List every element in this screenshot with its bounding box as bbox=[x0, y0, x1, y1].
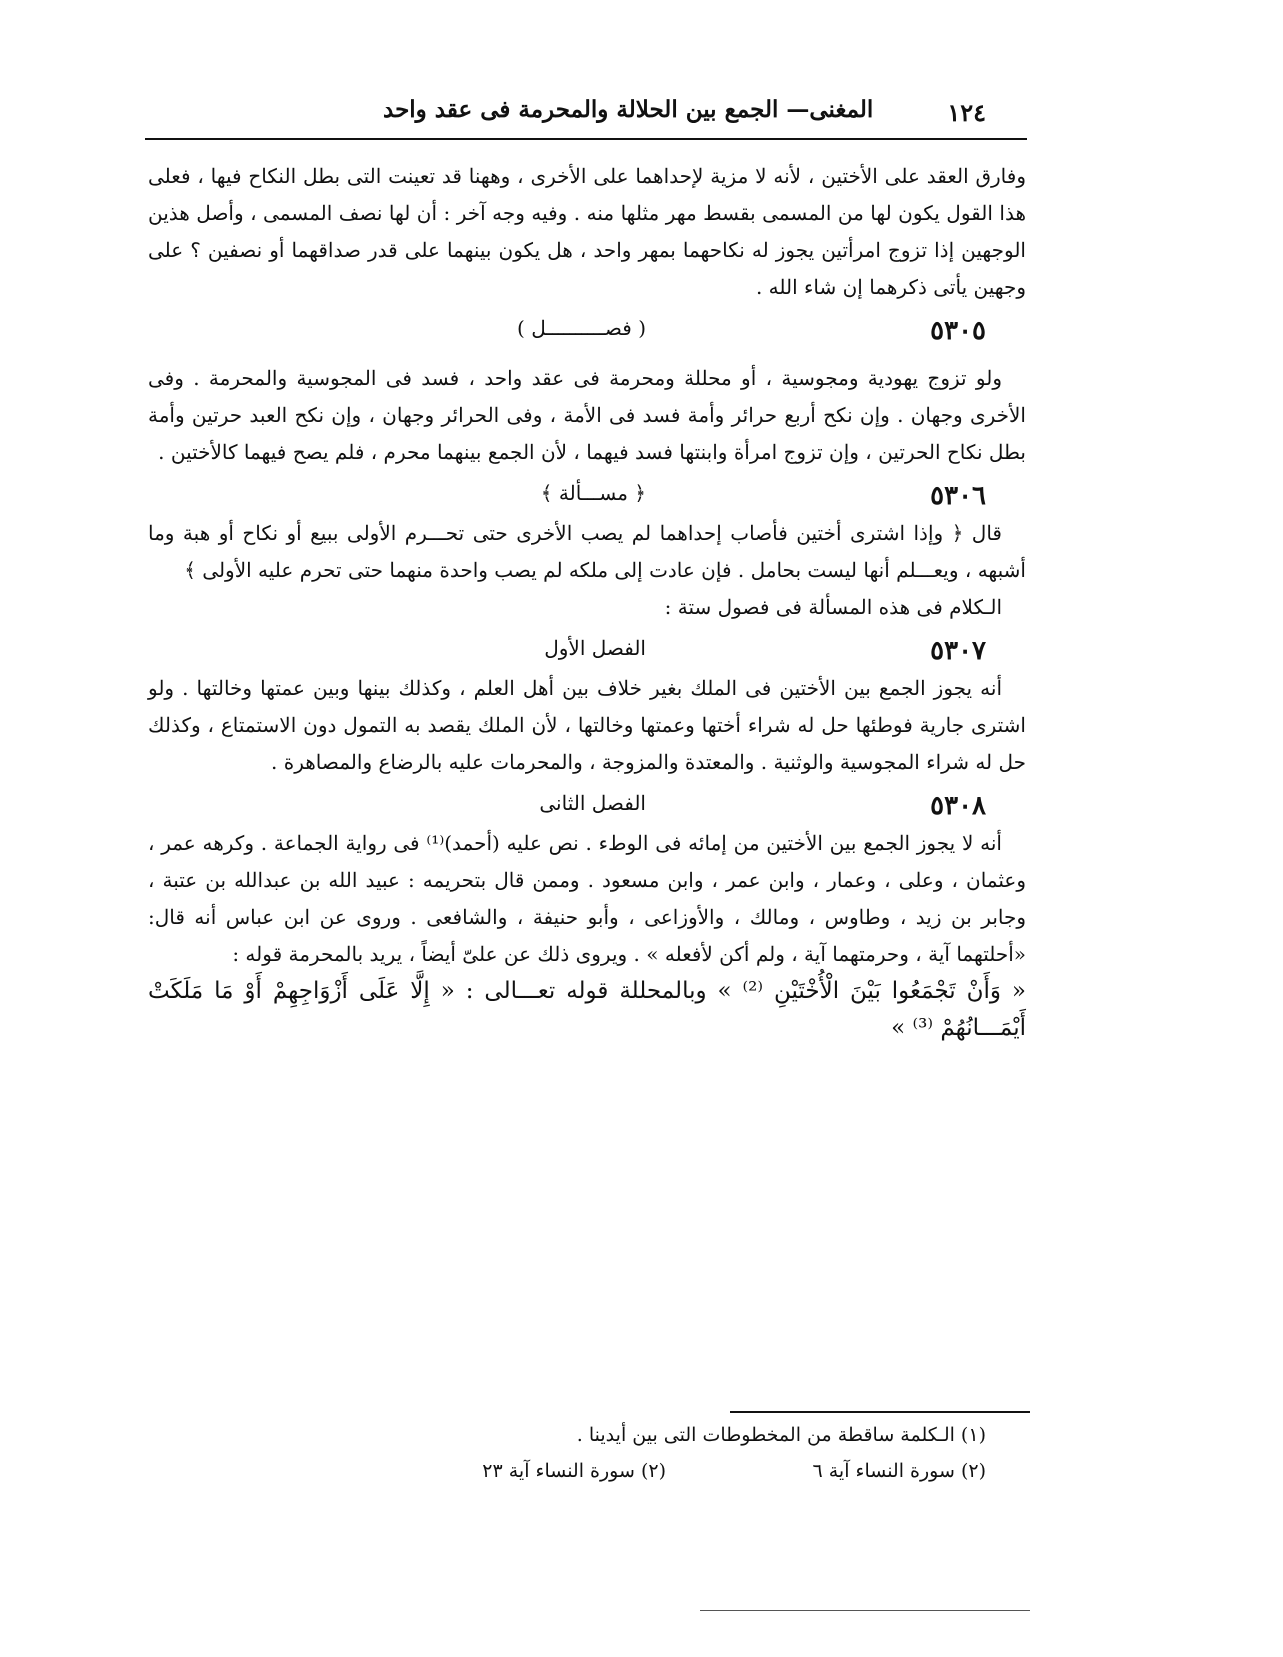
section-number: ٥٣٠٧ bbox=[930, 636, 986, 666]
section-title: الفصل الثانى bbox=[539, 791, 646, 815]
page-body bbox=[148, 158, 1026, 1047]
section-heading bbox=[148, 471, 1026, 515]
paragraph: أنه لا يجوز الجمع بين الأختين من إمائه فى الوطء . نص عليه (أحمد)⁽¹⁾ فى رواية الجماعة . وكرهه عمر ، وعثمان ، وعلى ، وعمار ، وابن عمر ، وابن مسعود . وممن قال بتحريمه : عبيد الله بن عبدالله بن عتبة ، وجابر بن زيد ، وطاوس ، ومالك ، والأوزاعى ، وأبو حنيفة ، والشافعى . وروى عن ابن عباس أنه قال: «أحلتهما آية ، وحرمتهما آية ، ولم أكن لأفعله » . ويروى ذلك عن علىّ أيضاً ، يريد بالمحرمة قوله : bbox=[148, 831, 1027, 966]
paragraph: الـكلام فى هذه المسألة فى فصول ستة : bbox=[664, 595, 1002, 619]
footnote-rule bbox=[730, 1411, 1030, 1413]
section-number: ٥٣٠٥ bbox=[930, 316, 986, 346]
page-number: ١٢٤ bbox=[947, 98, 986, 127]
bottom-rule bbox=[700, 1610, 1030, 1611]
running-title: المغنى— الجمع بين الحلالة والمحرمة فى عقد واحد bbox=[383, 96, 874, 123]
footnote-line bbox=[148, 1456, 1026, 1492]
paragraph: قال ﴿ وإذا اشترى أختين فأصاب إحداهما لم يصب الأخرى حتى تحـــرم الأولى ببيع أو نكاح أو هبة وما أشبهه ، ويعـــلم أنها ليست بحامل . فإن عادت إلى ملكه لم يصب واحدة منهما حتى تحرم عليه الأولى ﴾ bbox=[148, 521, 1026, 582]
paragraph: أنه يجوز الجمع بين الأختين فى الملك بغير خلاف بين أهل العلم ، وكذلك بينها وبين عمتها وخالتها . ولو اشترى جارية فوطئها حل له شراء أختها وعمتها وخالتها ، لأن الملك يقصد به التمول دون الاستمتاع ، وكذلك حل له شراء المجوسية والوثنية . والمعتدة والمزوجة ، والمحرمات عليه بالرضاع والمصاهرة . bbox=[148, 676, 1026, 774]
section-heading bbox=[148, 781, 1026, 825]
footnote-line bbox=[148, 1420, 1026, 1456]
footnote-3: (٢) سورة النساء آية ٢٣ bbox=[482, 1460, 666, 1482]
header-rule bbox=[145, 138, 1027, 140]
footnote-1: (١) الـكلمة ساقطة من المخطوطات التى بين أيدينا . bbox=[576, 1424, 986, 1446]
paragraph: وفارق العقد على الأختين ، لأنه لا مزية لإحداهما على الأخرى ، وههنا قد تعينت التى بطل النكاح فيها ، فعلى هذا القول يكون لها من المسمى بقسط مهر مثلها منه . وفيه وجه آخر : أن لها نصف المسمى ، وأصل هذين الوجهين إذا تزوج امرأتين يجوز له نكاحهما بمهر واحد ، هل يكون بينهما على قدر صداقهما أو نصفين ؟ على وجهين يأتى ذكرهما إن شاء الله . bbox=[148, 164, 1026, 299]
footnotes bbox=[148, 1420, 1026, 1492]
page-header bbox=[148, 88, 1026, 138]
section-heading bbox=[148, 306, 1026, 360]
section-title: ( فصــــــــــل ) bbox=[517, 316, 646, 340]
section-heading bbox=[148, 626, 1026, 670]
paragraph: ولو تزوج يهودية ومجوسية ، أو محللة ومحرمة فى عقد واحد ، فسد فى المجوسية والمحرمة . وفى الأخرى وجهان . وإن نكح أربع حرائر وأمة فسد فى الأمة ، وفى الحرائر وجهان ، وإن نكح العبد حرتين وأمة بطل نكاح الحرتين ، وإن تزوج امرأة وابنتها فسد فيهما ، لأن الجمع بينهما محرم ، فلم يصح فيهما كالأختين . bbox=[148, 366, 1026, 464]
section-number: ٥٣٠٨ bbox=[930, 791, 986, 821]
section-title: ﴿ مســـألة ﴾ bbox=[540, 481, 646, 505]
quran-quote-paragraph: « وَأَنْ تَجْمَعُوا بَيْنَ الْأُخْتَيْنِ ⁽²⁾ » وبالمحللة قوله تعـــالى : « إِلَّا عَلَى أَزْوَاجِهِمْ أَوْ مَا مَلَكَتْ أَيْمَـــانُهُمْ ⁽³⁾ » bbox=[148, 978, 1026, 1041]
section-number: ٥٣٠٦ bbox=[930, 481, 986, 511]
footnote-2: (٢) سورة النساء آية ٦ bbox=[812, 1460, 986, 1482]
section-title: الفصل الأول bbox=[544, 636, 646, 660]
